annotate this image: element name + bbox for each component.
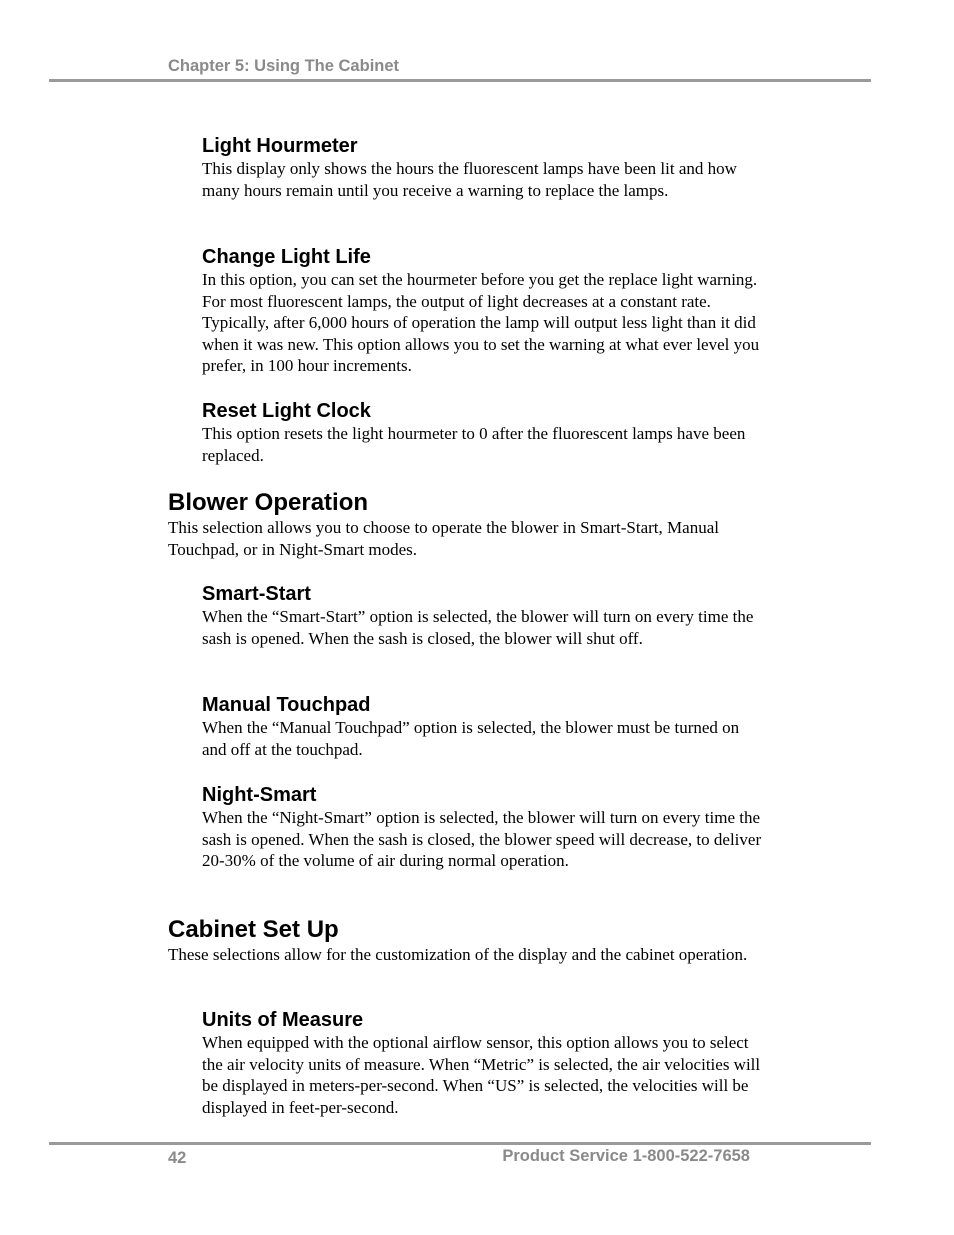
paragraph: When equipped with the optional airflow sensor, this option allows you to select the air velocity units of measure. When “Metric” is selected, the air velocities will be displayed in meters-per-second. When “US” is selected, the velocities will be displayed in feet-per-second.: [202, 1033, 761, 1117]
main-heading: Blower Operation: [168, 489, 369, 516]
section-reset-light-clock: [202, 399, 762, 466]
subheading: Units of Measure: [202, 1009, 364, 1031]
header-rule: [49, 79, 871, 82]
subheading: Change Light Life: [202, 246, 371, 268]
paragraph: When the “Night-Smart” option is selected, the blower will turn on every time the sash is opened. When the sash is closed, the blower speed will decrease, to deliver 20-30% of the volume of air during normal operation.: [202, 808, 762, 871]
paragraph: These selections allow for the customization of the display and the cabinet operation.: [168, 945, 748, 964]
page-number: 42: [168, 1149, 187, 1167]
main-heading: Cabinet Set Up: [168, 916, 339, 943]
subheading: Night-Smart: [202, 784, 317, 806]
subheading: Manual Touchpad: [202, 694, 371, 716]
section-change-light-life: [202, 245, 762, 377]
subheading: Reset Light Clock: [202, 400, 371, 422]
paragraph: When the “Manual Touchpad” option is selected, the blower must be turned on and off at the touchpad.: [202, 718, 740, 759]
section-night-smart: [202, 783, 762, 872]
section-smart-start: [202, 582, 762, 649]
paragraph: When the “Smart-Start” option is selected, the blower will turn on every time the sash is opened. When the sash is closed, the blower will shut off.: [202, 607, 754, 648]
section-units-of-measure: [202, 1008, 762, 1118]
section-manual-touchpad: [202, 693, 762, 760]
section-cabinet-set-up: [168, 916, 762, 966]
paragraph: In this option, you can set the hourmeter before you get the replace light warning. For most fluorescent lamps, the output of light decreases at a constant rate. Typically, after 6,000 hours of operation the lamp will output less light than it did when it was new. This option allows you to set the warning at what ever level you prefer, in 100 hour increments.: [202, 270, 760, 376]
section-light-hourmeter: [202, 134, 762, 201]
subheading: Light Hourmeter: [202, 135, 358, 157]
subheading: Smart-Start: [202, 583, 311, 605]
paragraph: This option resets the light hourmeter to 0 after the fluorescent lamps have been replaced.: [202, 424, 746, 465]
paragraph: This selection allows you to choose to operate the blower in Smart-Start, Manual Touchpad, or in Night-Smart modes.: [168, 518, 719, 559]
product-service-phone: Product Service 1-800-522-7658: [502, 1147, 750, 1165]
footer-rule: [49, 1142, 871, 1145]
paragraph: This display only shows the hours the fluorescent lamps have been lit and how many hours remain until you receive a warning to replace the lamps.: [202, 159, 737, 200]
running-header: Chapter 5: Using The Cabinet: [168, 57, 400, 75]
section-blower-operation: [168, 489, 762, 560]
